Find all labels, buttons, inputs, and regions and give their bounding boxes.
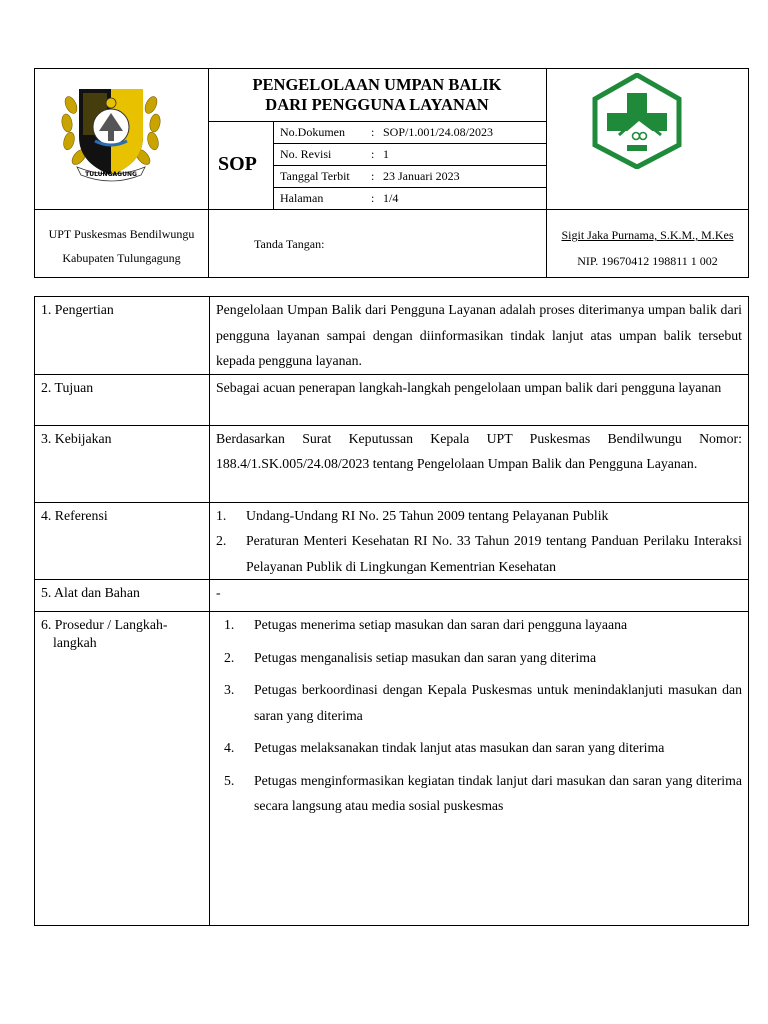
text-tujuan: Sebagai acuan penerapan langkah-langkah pengelolaan umpan balik dari pengguna layanan bbox=[210, 374, 749, 425]
item-text: Petugas menganalisis setiap masukan dan saran yang diterima bbox=[254, 649, 597, 665]
list-item bbox=[224, 645, 742, 671]
meta-label: Halaman bbox=[280, 191, 324, 205]
document-title bbox=[208, 75, 546, 115]
meta-label: No. Revisi bbox=[280, 147, 332, 161]
meta-sep: : bbox=[371, 147, 375, 161]
row-kebijakan bbox=[35, 425, 749, 502]
sop-header bbox=[34, 68, 749, 278]
org-name: UPT Puskesmas Bendilwungu bbox=[48, 227, 195, 241]
list-item bbox=[224, 612, 742, 638]
meta-row-no-dokumen bbox=[280, 122, 546, 144]
label-prosedur-line-2: langkah bbox=[53, 635, 97, 650]
row-tujuan bbox=[35, 374, 749, 425]
text-pengertian: Pengelolaan Umpan Balik dari Pengguna Layanan adalah proses diterimanya umpan balik dari pengguna layanan sampai dengan diinformasikan tindak lanjut atas umpan balik tersebut kepada pengguna layanan. bbox=[210, 297, 749, 375]
list-item bbox=[216, 528, 742, 579]
row-prosedur bbox=[35, 612, 749, 926]
sop-label: SOP bbox=[218, 153, 257, 175]
list-item bbox=[224, 735, 742, 761]
signer-nip: NIP. 19670412 198811 1 002 bbox=[577, 254, 718, 268]
label-tujuan: 2. Tujuan bbox=[35, 374, 210, 425]
label-alat-bahan: 5. Alat dan Bahan bbox=[35, 580, 210, 612]
meta-row-tanggal-terbit bbox=[280, 166, 546, 188]
item-text: Peraturan Menteri Kesehatan RI No. 33 Tahun 2019 tentang Panduan Perilaku Interaksi Pelayanan Publik di Lingkungan Kementrian Kesehatan bbox=[246, 533, 742, 574]
meta-value: 23 Januari 2023 bbox=[383, 169, 460, 183]
sop-content-table bbox=[34, 296, 749, 926]
row-pengertian bbox=[35, 297, 749, 375]
item-text: Undang-Undang RI No. 25 Tahun 2009 tentang Pelayanan Publik bbox=[246, 507, 609, 523]
item-text: Petugas menerima setiap masukan dan saran dari pengguna layaana bbox=[254, 617, 628, 632]
signature-label: Tanda Tangan: bbox=[254, 237, 325, 251]
signer-block bbox=[546, 222, 749, 274]
text-kebijakan: Berdasarkan Surat Keputussan Kepala UPT Puskesmas Bendilwungu Nomor: 188.4/1.SK.005/24.08/2023 tentang Pengelolaan Umpan Balik dan Pengguna Layanan. bbox=[210, 425, 749, 502]
label-referensi: 4. Referensi bbox=[35, 502, 210, 580]
meta-row-halaman bbox=[280, 188, 546, 210]
meta-sep: : bbox=[371, 169, 375, 183]
label-pengertian: 1. Pengertian bbox=[35, 297, 210, 375]
meta-value: 1 bbox=[383, 147, 389, 161]
item-number: 4. bbox=[224, 740, 235, 755]
meta-value: SOP/1.001/24.08/2023 bbox=[383, 125, 494, 139]
row-alat-bahan bbox=[35, 580, 749, 612]
document-meta bbox=[280, 122, 546, 210]
label-kebijakan: 3. Kebijakan bbox=[35, 425, 210, 502]
title-line-1: PENGELOLAAN UMPAN BALIK bbox=[252, 75, 502, 94]
item-number: 1. bbox=[216, 507, 227, 523]
meta-value: 1/4 bbox=[383, 191, 399, 205]
list-item bbox=[216, 503, 742, 529]
label-prosedur bbox=[35, 612, 210, 926]
org-regency: Kabupaten Tulungagung bbox=[62, 251, 181, 265]
list-item bbox=[224, 768, 742, 819]
item-number: 5. bbox=[224, 772, 235, 788]
item-text: Petugas melaksanakan tindak lanjut atas masukan dan saran yang diterima bbox=[254, 740, 665, 755]
logo-ribbon-text: TULUNGAGUNG bbox=[85, 171, 137, 178]
item-number: 3. bbox=[224, 682, 235, 697]
meta-label: No.Dokumen bbox=[280, 125, 345, 139]
row-referensi bbox=[35, 502, 749, 580]
item-number: 1. bbox=[224, 617, 235, 632]
title-line-2: DARI PENGGUNA LAYANAN bbox=[265, 95, 489, 114]
signer-name: Sigit Jaka Purnama, S.K.M., M.Kes bbox=[561, 228, 734, 242]
item-number: 2. bbox=[216, 533, 227, 548]
label-prosedur-line-1: 6. Prosedur / Langkah- bbox=[41, 617, 168, 632]
meta-row-no-revisi bbox=[280, 144, 546, 166]
item-number: 2. bbox=[224, 649, 235, 665]
tulungagung-regency-logo bbox=[61, 75, 161, 185]
text-alat-bahan: - bbox=[210, 580, 749, 612]
meta-sep: : bbox=[371, 125, 375, 139]
organization-block bbox=[35, 222, 208, 270]
list-item bbox=[224, 677, 742, 728]
item-text: Petugas menginformasikan kegiatan tindak lanjut dari masukan dan saran yang diterima secara langsung atau media sosial puskesmas bbox=[254, 772, 742, 813]
meta-sep: : bbox=[371, 191, 375, 205]
list-prosedur bbox=[210, 612, 749, 926]
kemenkes-logo bbox=[591, 73, 683, 169]
item-text: Petugas berkoordinasi dengan Kepala Puskesmas untuk menindaklanjuti masukan dan saran yang diterima bbox=[254, 682, 742, 723]
meta-label: Tanggal Terbit bbox=[280, 169, 350, 183]
list-referensi bbox=[210, 502, 749, 580]
